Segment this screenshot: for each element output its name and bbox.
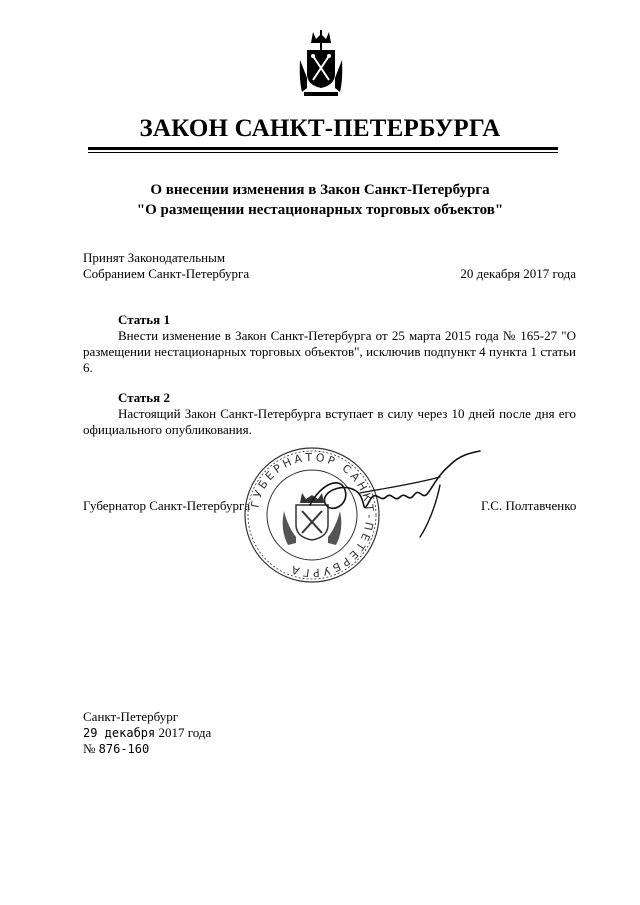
article-1-heading: Статья 1 xyxy=(118,312,170,327)
governor-signature xyxy=(300,445,490,540)
signing-date-typed: 29 декабря xyxy=(83,726,156,740)
governor-title: Губернатор Санкт-Петербурга xyxy=(83,498,251,513)
seal-text: ГУБЕРНАТОР САНКТ-ПЕТЕРБУРГА xyxy=(248,450,377,580)
adopted-by-line-2: Собранием Санкт-Петербурга xyxy=(83,266,250,281)
signing-place: Санкт-Петербург xyxy=(83,709,179,724)
adopted-by-line-1: Принят Законодательным xyxy=(83,250,226,265)
law-number-prefix: № xyxy=(83,741,96,756)
article-2-text: Настоящий Закон Санкт-Петербурга вступает в силу через 10 дней после дня его официального опубликования. xyxy=(83,406,576,437)
subject-line-1: О внесении изменения в Закон Санкт-Петербурга xyxy=(150,182,490,198)
law-title: ЗАКОН САНКТ-ПЕТЕРБУРГА xyxy=(139,115,501,142)
law-subject xyxy=(0,180,640,220)
adoption-date: 20 декабря 2017 года xyxy=(460,266,576,281)
law-number xyxy=(83,741,149,757)
coat-of-arms-emblem xyxy=(296,30,346,96)
title-rule-thick xyxy=(88,147,558,150)
subject-line-2: "О размещении нестационарных торговых объектов" xyxy=(136,202,504,218)
signing-date xyxy=(83,725,211,741)
title-rule-thin xyxy=(88,152,558,153)
governor-name: Г.С. Полтавченко xyxy=(481,498,577,513)
article-1-text: Внести изменение в Закон Санкт-Петербурга от 25 марта 2015 года № 165-27 "О размещении нестационарных торговых объектов", исключив подпункт 4 пункта 1 статьи 6. xyxy=(83,328,576,375)
signing-date-suffix: 2017 года xyxy=(158,725,212,740)
law-number-typed: 876-160 xyxy=(98,742,150,756)
article-2-heading: Статья 2 xyxy=(118,390,170,405)
